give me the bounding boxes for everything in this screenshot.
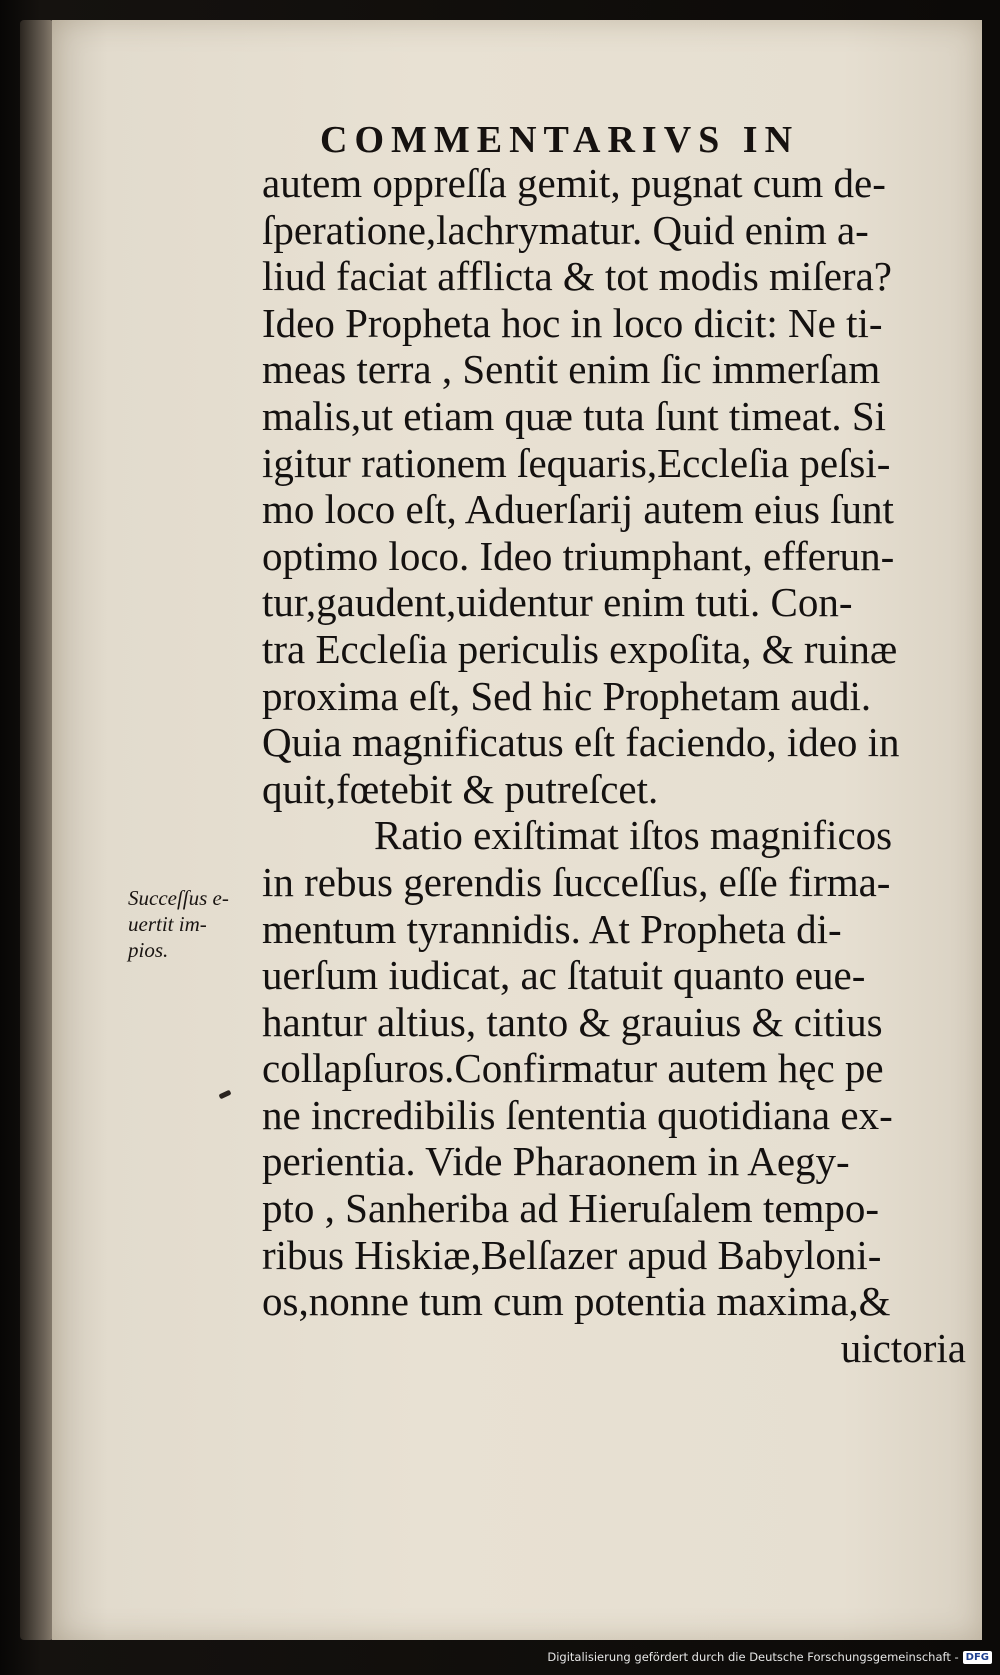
digitization-footer	[547, 1647, 992, 1667]
text-line: collapſuros.Confirmatur autem hęc pe	[262, 1045, 884, 1092]
text-line: hantur altius, tanto & grauius & citius	[262, 998, 883, 1045]
marginal-note-line: uertit im‑	[128, 912, 207, 936]
text-line: ne incredibilis ſententia quotidiana ex‑	[262, 1091, 893, 1138]
text-line: mentum tyrannidis. At Propheta di‑	[262, 905, 842, 952]
text-line: Quia magnificatus eſt faciendo, ideo in	[262, 719, 900, 766]
text-line: meas terra , Sentit enim ſic immerſam	[262, 346, 881, 393]
book-edge-shadow	[20, 20, 54, 1640]
text-line: quit,fœtebit & putreſcet.	[262, 765, 659, 812]
marginal-note	[128, 885, 258, 963]
text-line-paragraph-start: Ratio exiſtimat iſtos magnificos	[374, 812, 893, 859]
text-line: liud faciat afflicta & tot modis miſera?	[262, 253, 892, 300]
text-line: pto , Sanheriba ad Hieruſalem tempo‑	[262, 1185, 880, 1232]
text-line: uerſum iudicat, ac ſtatuit quanto eue‑	[262, 952, 866, 999]
text-line: proxima eſt, Sed hic Prophetam audi.	[262, 672, 872, 719]
text-line: malis,ut etiam quæ tuta ſunt timeat. Si	[262, 392, 887, 439]
text-line: tur,gaudent,uidentur enim tuti. Con‑	[262, 579, 853, 626]
catchword: uictoria	[840, 1324, 966, 1371]
body-text	[262, 160, 974, 1371]
text-line: os,nonne tum cum potentia maxima,&	[262, 1278, 891, 1325]
marginal-note-line: Succeſſus e‑	[128, 886, 229, 910]
footer-credit: Digitalisierung gefördert durch die Deutsche Forschungsgemeinschaft -	[547, 1650, 959, 1664]
text-line: perientia. Vide Pharaonem in Aegy‑	[262, 1138, 850, 1185]
dfg-logo-icon: DFG	[963, 1651, 992, 1664]
text-line: in rebus gerendis ſucceſſus, eſſe firma‑	[262, 858, 891, 905]
text-line: Ideo Propheta hoc in loco dicit: Ne ti‑	[262, 299, 883, 346]
text-line: igitur rationem ſequaris,Eccleſia peſsi‑	[262, 439, 891, 486]
text-line: tra Eccleſia periculis expoſita, & ruinæ	[262, 625, 898, 672]
text-line: ſperatione,lachrymatur. Quid enim a‑	[262, 206, 869, 253]
text-line: mo loco eſt, Aduerſarij autem eius ſunt	[262, 486, 894, 533]
marginal-note-line: pios.	[128, 938, 169, 962]
running-head: COMMENTARIVS IN	[320, 119, 800, 161]
text-line: autem oppreſſa gemit, pugnat cum de‑	[262, 160, 886, 206]
text-line: ribus Hiskiæ,Belſazer apud Babyloni‑	[262, 1231, 882, 1278]
text-line: optimo loco. Ideo triumphant, efferun‑	[262, 532, 895, 579]
